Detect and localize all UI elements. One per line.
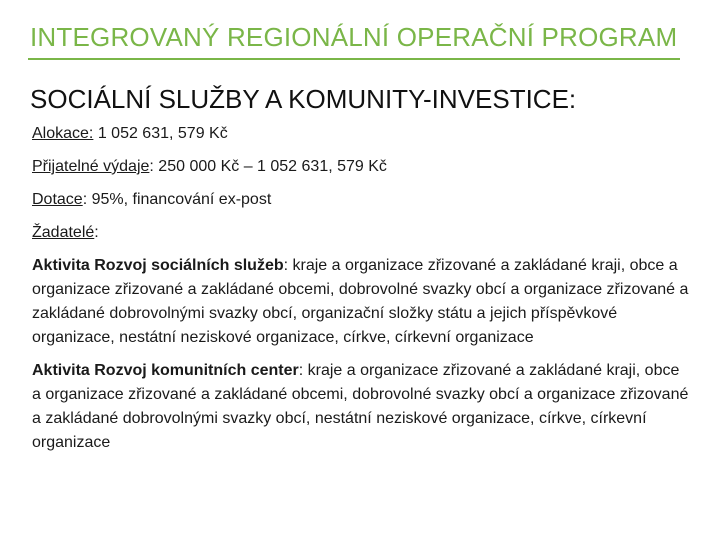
section-title: SOCIÁLNÍ SLUŽBY A KOMUNITY-INVESTICE: — [30, 84, 577, 114]
zadatele-suffix: : — [94, 224, 99, 241]
aktivita-socialni-sluzby — [32, 254, 692, 350]
program-title: INTEGROVANÝ REGIONÁLNÍ OPERAČNÍ PROGRAM — [30, 22, 678, 52]
aktivita-text: : kraje a organizace zřizované a zakládané kraji, obce a organizace zřizované a zakládané obcemi, dobrovolné svazky obcí a organizace zřizované a zakládané dobrovolnými svazky obcí, nestátní neziskové organizace, církve, církevní organizace — [32, 362, 689, 451]
slide-content — [32, 122, 692, 464]
zadatele-line — [32, 221, 692, 245]
alokace-label: Alokace: — [32, 125, 94, 142]
dotace-label: Dotace — [32, 191, 83, 208]
vydaje-label: Přijatelné výdaje — [32, 158, 150, 175]
zadatele-label: Žadatelé — [32, 224, 95, 241]
vydaje-line — [32, 155, 692, 179]
dotace-value: : 95%, financování ex-post — [82, 191, 272, 208]
aktivita-text: : kraje a organizace zřizované a zakládané kraji, obce a organizace zřizované a zakládané obcemi, dobrovolné svazky obcí a organizace zřizované a zakládané dobrovolnými svazky obcí, organizační složky státu a jejich příspěvkové organizace, nestátní neziskové organizace, církve, církevní organizace — [32, 257, 689, 346]
dotace-line — [32, 188, 692, 212]
aktivita-komunitni-centra — [32, 359, 692, 455]
aktivita-title: Aktivita Rozvoj sociálních služeb — [32, 257, 284, 274]
alokace-line — [32, 122, 692, 146]
alokace-value: 1 052 631, 579 Kč — [93, 125, 228, 142]
aktivita-title: Aktivita Rozvoj komunitních center — [32, 362, 299, 379]
header-divider — [28, 58, 680, 60]
vydaje-value: : 250 000 Kč – 1 052 631, 579 Kč — [149, 158, 387, 175]
